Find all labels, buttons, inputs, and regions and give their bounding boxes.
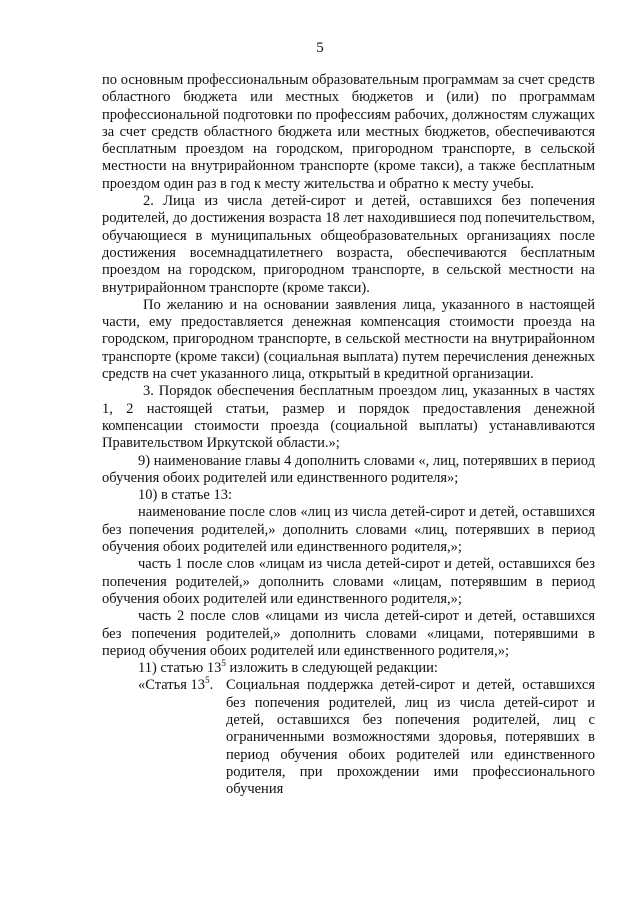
article-label-sup: 5 <box>205 675 210 686</box>
paragraph-part-2: 2. Лица из числа детей-сирот и детей, оставшихся без попечения родителей, до достижения возраста 18 лет находившиеся под попечительством, обучающиеся в муниципальных общеобразовательных организациях после достижения восемнадцатилетнего возраста, обеспечиваются бесплатным проездом на городском, пригородном транспорте, в сельской местности на внутрирайонном транспорте (кроме такси). <box>102 193 595 296</box>
paragraph-part-1-change: часть 1 после слов «лицам из числа детей-сирот и детей, оставшихся без попечения родителей,» дополнить словами «лицам, потерявшим в период обучения обоих родителей или единственного родителя,»; <box>102 556 595 607</box>
article-title-text: Социальная поддержка детей-сирот и детей, оставшихся без попечения родителей, лиц из числа детей-сирот и детей, оставшихся без попечения родителей, лиц с ограниченными возможностями здоровья, потерявших в период обучения обоих родителей или единственного родителя, при прохождении ими профессионального обучения <box>226 677 595 798</box>
article-label-prefix: «Статья 13 <box>138 677 206 694</box>
paragraph-compensation: По желанию и на основании заявления лица, указанного в настоящей части, ему предоставляется денежная компенсация стоимости проезда на городском, пригородном транспорте, в сельской местности на внутрирайонном транспорте (кроме такси) (социальная выплата) путем перечисления денежных средств на счет указанного лица, открытый в кредитной организации. <box>102 296 595 383</box>
paragraph-part-2-change: часть 2 после слов «лицами из числа детей-сирот и детей, оставшихся без попечения родителей,» дополнить словами «лицами, потерявшими в период обучения обоих родителей или единственного родителя,»; <box>102 608 595 659</box>
article-label-suffix: . <box>209 677 214 694</box>
paragraph-part-3: 3. Порядок обеспечения бесплатным проездом лиц, указанных в частях 1, 2 настоящей статьи, размер и порядок предоставления денежной компенсации стоимости проезда (социальной выплаты) устанавливаются Правительством Иркутской области.»; <box>102 383 595 452</box>
item-11-before: 11) статью 13 <box>138 660 222 677</box>
paragraph-item-10: 10) в статье 13: <box>138 487 232 504</box>
document-body <box>102 72 595 798</box>
paragraph-title-change: наименование после слов «лиц из числа детей-сирот и детей, оставшихся без попечения родителей,» дополнить словами «лиц, потерявших в период обучения обоих родителей или единственного родителя,»; <box>102 504 595 556</box>
paragraph-item-11 <box>102 660 595 677</box>
item-11-sup: 5 <box>221 658 226 669</box>
paragraph-continuation: по основным профессиональным образовательным программам за счет средств областного бюджета или местных бюджетов и (или) по программам профессиональной подготовки по профессиям рабочих, должностям служащих за счет средств областного бюджета или местных бюджетов, обеспечиваются бесплатным проездом на городском, пригородном транспорте, в сельской местности на внутрирайонном транспорте (кроме такси), а также бесплатным проездом один раз в год к месту жительства и обратно к месту учебы. <box>102 72 595 192</box>
paragraph-item-9: 9) наименование главы 4 дополнить словами «, лиц, потерявших в период обучения обоих родителей или единственного родителя»; <box>102 452 595 486</box>
article-label <box>102 677 226 798</box>
article-heading <box>102 677 595 798</box>
page-number: 5 <box>316 40 324 56</box>
item-11-after: изложить в следующей редакции: <box>225 660 438 677</box>
